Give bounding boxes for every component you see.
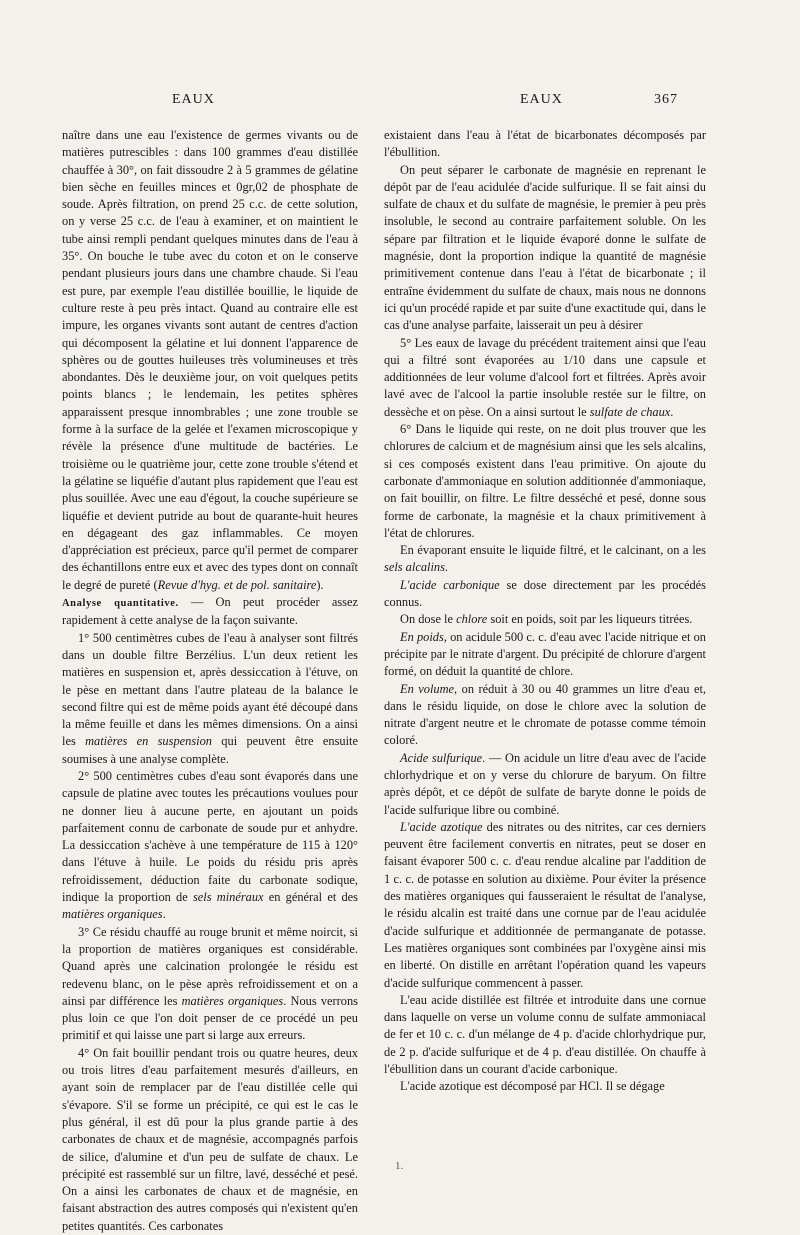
paragraph-text: , on acidule 500 c. c. d'eau avec l'acide nitrique et on précipite par le nitrate d'argent. Du précipité de chlorure d'argent formé, on déduit la quantité de chlore. — [384, 629, 706, 679]
emphasis-text: L'acide carbonique — [400, 577, 500, 592]
emphasis-text: sulfate de chaux — [589, 404, 671, 419]
paragraph-text: . — On acidule un litre d'eau avec de l'acide chlorhydrique et on y verse du chlorure de baryum. On filtre après dépôt, et ce dépôt de sulfate de baryte donne le poids de l'acide sulfurique libre ou combiné. — [384, 750, 706, 817]
paragraph-text: 2° 500 centimètres cubes d'eau sont évaporés dans une capsule de platine avec toutes les précautions voulues pour ne donner lieu à aucune perte, en ajoutant un poids parfaitement connu de carbonate de soude pur et anhydre. La dessiccation s'achève à une température de 115 à 120° dans l'étuve à huile. Le poids du résidu pris après refroidissement, déduction faite du carbonate sodique, indique la proportion de — [62, 768, 358, 905]
paragraph-text: se dose directement par les procédés connus. — [384, 577, 706, 610]
paragraph — [62, 768, 358, 924]
emphasis-text: chlore — [456, 612, 488, 627]
paragraph-text: On dose le — [400, 612, 457, 627]
paragraph-text: En évaporant ensuite le liquide filtré, et le calcinant, on a les — [400, 543, 706, 558]
section-heading: Analyse quantitative. — [62, 598, 179, 610]
paragraph-text: 6° Dans le liquide qui reste, on ne doit plus trouver que les chlorures de calcium et de magnésium ainsi que les sels alcalins, si ces composés existent dans l'eau primitive. On ajoute du carbonate d'ammoniaque en solution additionnée d'ammoniaque, on fait bouillir, on filtre. Le filtre desséché et pesé, donne sous forme de carbonate, la magnésie et la chaux primitivement à l'état de chlorures. — [384, 422, 706, 540]
paragraph — [62, 127, 358, 594]
emphasis-text: matières en suspension — [85, 734, 212, 749]
emphasis-text: matières organiques — [62, 907, 163, 922]
paragraph — [62, 594, 358, 630]
emphasis-text: En volume — [400, 681, 455, 696]
left-column — [62, 127, 358, 1235]
paragraph-text: . — [444, 560, 449, 575]
right-column — [384, 127, 706, 1096]
paragraph-text: naître dans une eau l'existence de germes vivants ou de matières putrescibles : dans 100 grammes d'eau distillée chauffée à 30°, on fait dissoudre 2 à 5 grammes de gélatine bien sèche en feuilles minces et 0gr,02 de phosphate de soude. Après filtration, on prend 25 c.c. de cette solution, on y verse 25 c.c. de l'eau à examiner, et on maintient le tube ainsi rempli pendant quelques minutes dans de l'eau à 35°. On bouche le tube avec du coton et on le conserve pendant plusieurs jours dans une chambre chaude. Si l'eau est pure, par exemple l'eau distillée bouillie, le liquide de culture reste à peu près intact. Quand au contraire elle est impure, les organes vivants sont autant de centres d'action qui décomposent la gélatine et lui donnent l'apparence de sphères ou de gouttes huileuses très volumineuses et très abondantes. Dès le deuxième jour, on voit quelques petits points blancs ; le lendemain, les petites sphères apparaissent presque innombrables ; une zone trouble se forme à la surface de la gelée et l'examen microscopique y révèle la présence d'une multitude de bactéries. Le troisième ou le quatrième jour, cette zone trouble s'étend et la gélatine se liquéfie d'autant plus rapidement que l'eau est plus souillée. Avec une eau d'égout, la couche supérieure se liquéfie et devient putride au bout de quarante-huit heures en dégageant des gaz inflammables. Ce moyen d'appréciation est précieux, parce qu'il permet de comparer des échantillons entre eux et avec des types dont on connaît le degré de pureté ( — [62, 128, 358, 592]
paragraph-text: 5° Les eaux de lavage du précédent traitement ainsi que l'eau qui a filtré sont évaporées au 1/10 dans une capsule et additionnées de leur volume d'alcool fort et filtrées. Après avoir lavé avec de l'alcool la partie insoluble restée sur le filtre, on dessèche et on pèse. On a ainsi surtout le — [384, 335, 706, 419]
header-right-title: EAUX — [520, 92, 563, 107]
paragraph-text: 3° Ce résidu chauffé au rouge brunit et même noircit, si la proportion de matières organiques est considérable. Quand après une calcination prolongée le résidu est redevenu blanc, on le pèse après refroidissement et on a ainsi par différence les — [62, 924, 358, 1008]
paragraph-text: — On peut procéder assez rapidement à cette analyse de la façon suivante. — [62, 595, 358, 628]
paragraph — [384, 421, 706, 542]
header-left-title: EAUX — [172, 92, 215, 107]
emphasis-text: Acide sulfurique — [400, 750, 483, 765]
paragraph-text: . Nous verrons plus loin ce que l'on doit penser de ce procédé un peu primitif et qui laisse une part si large aux erreurs. — [62, 993, 358, 1043]
paragraph — [62, 1045, 358, 1235]
emphasis-text: sels alcalins — [384, 560, 445, 575]
emphasis-text: En poids — [400, 629, 444, 644]
paragraph — [384, 992, 706, 1078]
paragraph — [384, 750, 706, 819]
running-header — [0, 92, 800, 112]
paragraph — [384, 577, 706, 612]
paragraph-text: L'acide azotique est décomposé par HCl. Il se dégage — [400, 1079, 665, 1094]
page-number: 367 — [654, 92, 678, 107]
paragraph — [384, 629, 706, 681]
paragraph-text: des nitrates ou des nitrites, car ces derniers peuvent être facilement convertis en nitrates, peut se doser en faisant évaporer 500 c. c. d'eau rendue alcaline par l'addition de 1 c. c. de potasse en solution au dixième. Pour éviter la présence des matières organiques qui fausseraient le résultat de l'analyse, le résidu alcalin est traité dans une cornue par de l'eau acidulée d'acide sulfurique et additionnée de permanganate de potasse. Les matières organiques sont combinées par l'oxygène ainsi mis en liberté. On distille en arrêtant l'opération quand les vapeurs d'acide sulfurique commencent à passer. — [384, 819, 706, 990]
paragraph — [384, 819, 706, 992]
paragraph — [62, 924, 358, 1045]
paragraph — [384, 335, 706, 421]
citation-ref: Revue d'hyg. et de pol. sanitaire — [157, 577, 317, 592]
paragraph-text: 4° On fait bouillir pendant trois ou quatre heures, deux ou trois litres d'eau parfaitement mesurés d'ailleurs, en ayant soin de remplacer par de l'eau distillée celle qui s'évapore. S'il se forme un précipité, ce qui est le cas le plus général, il est dû pour la plus grande partie à des carbonates de chaux et de magnésie, accompagnés parfois de silice, d'alumine et d'un peu de sulfate de chaux. Le précipité est rassemblé sur un filtre, lavé, desséché et pesé. On a ainsi les carbonates de chaux et de magnésie, en faisant abstraction des autres composés qui n'existent qu'en petites quantités. Ces carbonates — [62, 1045, 358, 1233]
emphasis-text: sels minéraux — [192, 890, 264, 905]
paragraph-text: ). — [316, 577, 324, 592]
paragraph-text: L'eau acide distillée est filtrée et introduite dans une cornue dans laquelle on verse un volume connu de sulfate ammoniacal de fer et 10 c. c. d'un mélange de 4 p. d'acide chlorhydrique pur, de 2 p. d'acide sulfurique et de 4 p. d'eau distillée. On chauffe à l'ébullition dans un courant d'acide carbonique. — [384, 992, 706, 1077]
paragraph — [384, 542, 706, 577]
paragraph — [384, 1078, 706, 1095]
emphasis-text: matières organiques — [181, 993, 284, 1008]
paragraph-text: . — [670, 404, 674, 419]
paragraph-text: qui peuvent être ensuite soumises à une analyse complète. — [62, 734, 358, 766]
paragraph-text: On peut séparer le carbonate de magnésie en reprenant le dépôt par de l'eau acidulée d'acide sulfurique. Il se fait ainsi du sulfate de chaux et du sulfate de magnésie, le premier à peu près insoluble, le second au contraire parfaitement soluble. On les sépare par filtration et le liquide évaporé donne le sulfate de magnésie, dont la proportion indique la quantité de magnésie primitivement contenue dans l'eau à l'état de bicarbonate ; il entraîne évidemment du sulfate de chaux, mais nous ne donnons ici qu'un procédé rapide et par suite d'une exactitude qui, dans le cas d'une analyse parfaite, laisserait un peu à désirer — [384, 162, 706, 333]
paragraph — [62, 630, 358, 768]
paragraph-text: en général et des — [263, 890, 358, 905]
paragraph-text: , on réduit à 30 ou 40 grammes un litre d'eau et, dans le résidu liquide, on dose le chlore avec la solution de nitrate d'argent neutre et le chromate de potasse comme témoin coloré. — [384, 681, 706, 748]
paragraph — [384, 611, 706, 628]
paragraph — [384, 681, 706, 750]
footer-mark: 1. — [395, 1160, 404, 1172]
emphasis-text: L'acide azotique — [400, 819, 483, 834]
paragraph-text: 1° 500 centimètres cubes de l'eau à analyser sont filtrés dans un double filtre Berzélius. L'un deux retient les matières en suspension et, après dessiccation à l'étuve, on le pèse en mettant dans l'autre plateau de la balance le second filtre qui est de même poids ayant été découpé dans la même feuille et dans les mêmes dimensions. On a ainsi les — [62, 630, 358, 749]
paragraph-text: existaient dans l'eau à l'état de bicarbonates décomposés par l'ébullition. — [384, 128, 706, 160]
paragraph-text: . — [162, 907, 166, 922]
paragraph — [384, 127, 706, 162]
paragraph-text: soit en poids, soit par les liqueurs titrées. — [487, 612, 693, 627]
paragraph — [384, 162, 706, 335]
